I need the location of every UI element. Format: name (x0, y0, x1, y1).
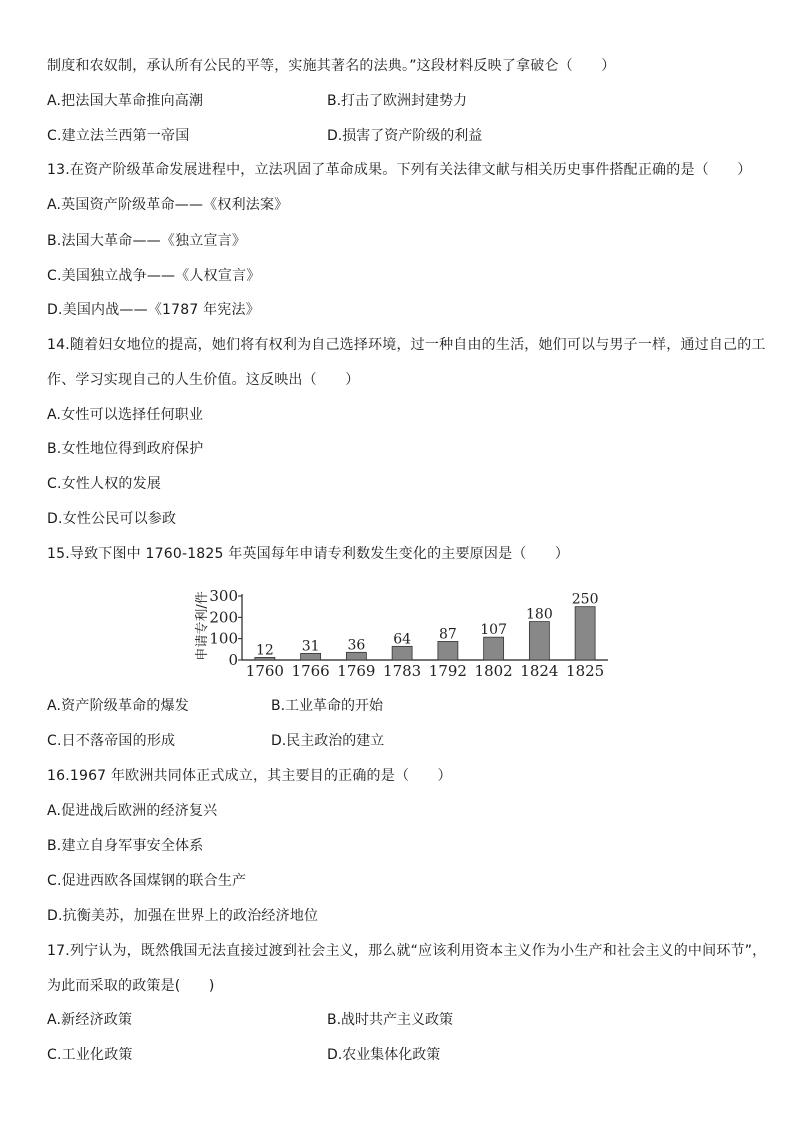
bar (575, 607, 595, 660)
q13-option-d[interactable]: D.美国内战——《1787 年宪法》 (47, 302, 260, 318)
q12-stem: 制度和农奴制，承认所有公民的平等，实施其著名的法典。”这段材料反映了拿破仑（ ） (47, 58, 616, 74)
q15-stem: 15.导致下图中 1760-1825 年英国每年申请专利数发生变化的主要原因是（ ） (47, 546, 570, 562)
q14-stem-line1: 14.随着妇女地位的提高，她们将有权利为自己选择环境，过一种自由的生活，她们可以与男子一样，通过自己的工 (47, 337, 766, 353)
q17-stem-line1: 17.列宁认为，既然俄国无法直接过渡到社会主义，那么就“应该利用资本主义作为小生产和社会主义的中间环节”， (47, 943, 767, 959)
q12-option-c[interactable]: C.建立法兰西第一帝国 (47, 128, 190, 144)
q12-option-d[interactable]: D.损害了资产阶级的利益 (327, 128, 483, 144)
y-tick-label: 0 (228, 651, 238, 669)
q12-option-b[interactable]: B.打击了欧洲封建势力 (327, 93, 468, 109)
q14-option-d[interactable]: D.女性公民可以参政 (47, 511, 177, 527)
x-tick-label: 1783 (383, 662, 422, 680)
x-tick-label: 1825 (566, 662, 605, 680)
bar-value-label: 12 (255, 642, 274, 659)
bar-value-label: 180 (526, 606, 553, 623)
q17-option-b[interactable]: B.战时共产主义政策 (327, 1012, 454, 1028)
q17-option-d[interactable]: D.农业集体化政策 (327, 1047, 441, 1063)
q13-stem: 13.在资产阶级革命发展进程中，立法巩固了革命成果。下列有关法律文献与相关历史事件搭配正确的是（ ） (47, 162, 752, 178)
bar (346, 652, 366, 660)
bar-value-label: 107 (480, 622, 507, 639)
q17-stem-line2: 为此而采取的政策是( ) (47, 978, 215, 994)
patent-bar-chart (188, 586, 618, 682)
bar-value-label: 31 (301, 638, 320, 655)
q14-stem-line2: 作、学习实现自己的人生价值。这反映出（ ） (47, 372, 360, 388)
q17-option-c[interactable]: C.工业化政策 (47, 1047, 133, 1063)
x-tick-label: 1824 (520, 662, 559, 680)
q16-stem: 16.1967 年欧洲共同体正式成立，其主要目的正确的是（ ） (47, 768, 452, 784)
q16-option-d[interactable]: D.抗衡美苏，加强在世界上的政治经济地位 (47, 908, 319, 924)
q17-option-a[interactable]: A.新经济政策 (47, 1012, 133, 1028)
q13-option-b[interactable]: B.法国大革命——《独立宣言》 (47, 233, 247, 249)
bar-value-label: 87 (438, 626, 457, 643)
q14-option-b[interactable]: B.女性地位得到政府保护 (47, 441, 204, 457)
q16-option-b[interactable]: B.建立自身军事安全体系 (47, 838, 204, 854)
q16-option-c[interactable]: C.促进西欧各国煤钢的联合生产 (47, 873, 247, 889)
q15-option-c[interactable]: C.日不落帝国的形成 (47, 733, 176, 749)
x-tick-label: 1760 (245, 662, 284, 680)
q15-option-b[interactable]: B.工业革命的开始 (271, 698, 384, 714)
q16-option-a[interactable]: A.促进战后欧洲的经济复兴 (47, 803, 218, 819)
q14-option-c[interactable]: C.女性人权的发展 (47, 476, 162, 492)
bar (392, 646, 412, 660)
bar-value-label: 64 (393, 631, 412, 648)
q15-option-a[interactable]: A.资产阶级革命的爆发 (47, 698, 189, 714)
q14-option-a[interactable]: A.女性可以选择任何职业 (47, 407, 204, 423)
q13-option-c[interactable]: C.美国独立战争——《人权宣言》 (47, 268, 261, 284)
q15-option-d[interactable]: D.民主政治的建立 (271, 733, 385, 749)
x-tick-label: 1769 (337, 662, 376, 680)
y-tick-label: 100 (209, 629, 238, 648)
y-tick-label: 300 (209, 587, 238, 605)
q13-option-a[interactable]: A.英国资产阶级革命——《权利法案》 (47, 197, 289, 213)
x-tick-label: 1792 (428, 662, 467, 680)
x-tick-label: 1766 (291, 662, 330, 680)
bar-value-label: 250 (571, 591, 599, 608)
bar (529, 622, 549, 660)
q12-option-a[interactable]: A.把法国大革命推向高潮 (47, 93, 204, 109)
y-tick-label: 200 (209, 608, 238, 627)
bar (484, 637, 504, 660)
bar (438, 641, 458, 660)
x-tick-label: 1802 (474, 662, 513, 680)
y-axis-label: 申请专利/件 (195, 591, 210, 661)
bar-value-label: 36 (347, 637, 366, 654)
